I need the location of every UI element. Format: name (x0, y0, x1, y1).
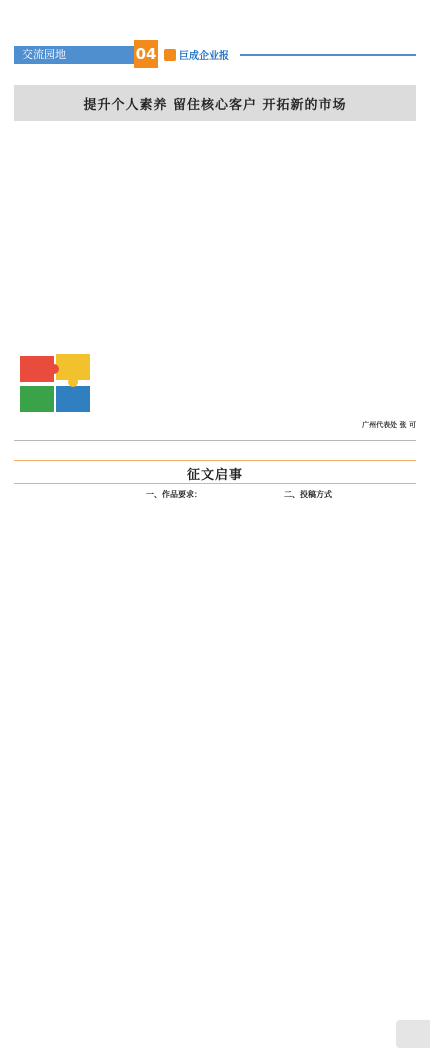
requirements-heading: 一、作品要求： (146, 490, 202, 499)
submission-heading: 二、投稿方式 (284, 490, 332, 499)
header-rule (240, 54, 416, 56)
logo-icon (164, 49, 176, 61)
logo-text: 巨成企业报 (179, 51, 229, 62)
article-column-2 (150, 126, 278, 431)
notice-title-bar (14, 460, 416, 484)
article-column-3 (286, 126, 414, 431)
notice-title: 征文启事 (186, 468, 243, 483)
notice-requirements (146, 490, 272, 503)
article-title: 提升个人素养 留住核心客户 开拓新的市场 (83, 98, 347, 113)
corner-decoration (396, 1020, 430, 1048)
puzzle-pieces-image (14, 346, 100, 426)
article-byline: 广州代表处 张 可 (362, 421, 416, 429)
company-logo (164, 47, 229, 62)
page-header (0, 40, 430, 72)
notice-submission (284, 490, 416, 503)
section-title: 交流园地 (14, 46, 134, 64)
call-for-papers (14, 460, 416, 586)
article-title-banner (14, 85, 416, 121)
article-body (14, 126, 416, 434)
notice-intro (14, 490, 136, 493)
page-number: 04 (134, 40, 158, 68)
section-divider (14, 440, 416, 441)
article-column-1 (14, 126, 142, 431)
